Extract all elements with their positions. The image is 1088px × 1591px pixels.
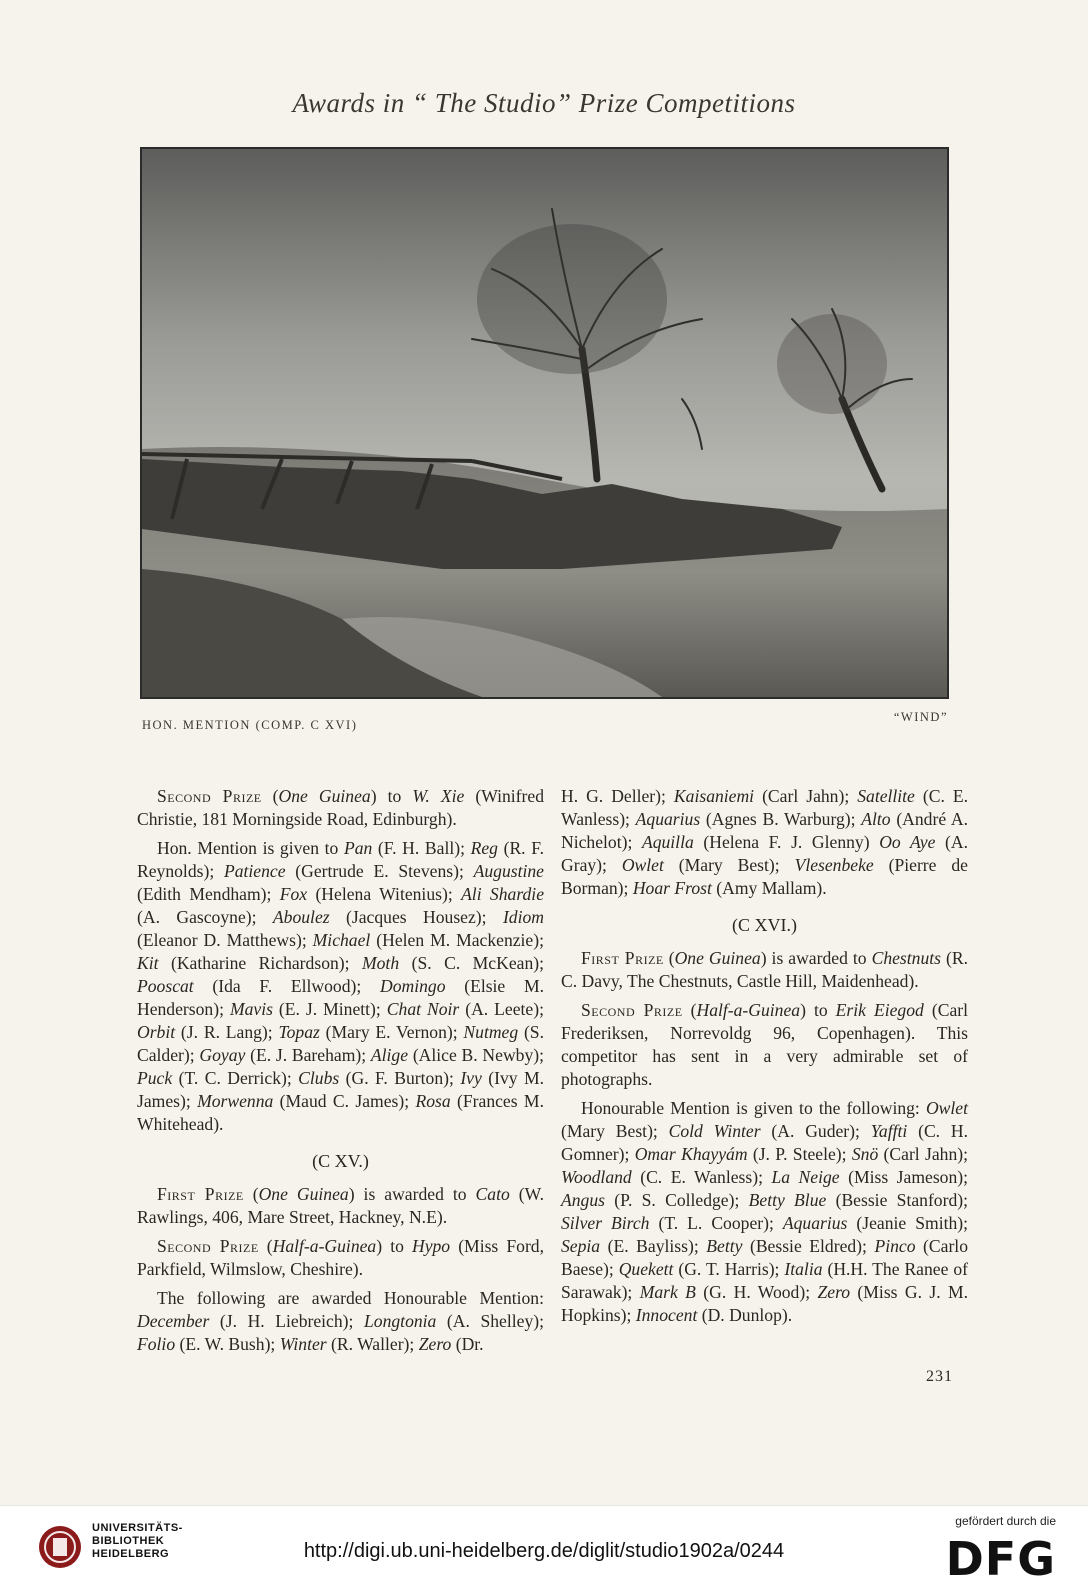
paragraph: The following are awarded Honourable Mention: December (J. H. Liebreich); Longtonia (A. Shelley); Folio (E. W. Bush); Winter (R. Waller); Zero (Dr. [137,1288,544,1354]
paragraph: First Prize (One Guinea) is awarded to Chestnuts (R. C. Davy, The Chestnuts, Castle Hill, Maidenhead). [561,948,968,991]
permalink[interactable]: http://digi.ub.uni-heidelberg.de/diglit/studio1902a/0244 [303,1540,785,1562]
landscape-photograph [142,149,947,697]
section-heading: (C XV.) [312,1151,369,1171]
paragraph: H. G. Deller); Kaisaniemi (Carl Jahn); Satellite (C. E. Wanless); Aquarius (Agnes B. Warburg); Alto (André A. Nichelot); Aquilla (Helena F. J. Glenny) Oo Aye (A. Gray); Owlet (Mary Best); Vlesenbeke (Pierre de Borman); Hoar Frost (Amy Mallam). [561,786,969,898]
paragraph: Second Prize (Half-a-Guinea) to Hypo (Miss Ford, Parkfield, Wilmslow, Cheshire). [137,1236,545,1279]
right-column [561,785,968,1333]
paragraph: Honourable Mention is given to the following: Owlet (Mary Best); Cold Winter (A. Guder); Yaffti (C. H. Gomner); Omar Khayyám (J. P. Steele); Snö (Carl Jahn); Woodland (C. E. Wanless); La Neige (Miss Jameson); Angus (P. S. Colledge); Betty Blue (Bessie Stanford); Silver Birch (T. L. Cooper); Aquarius (Jeanie Smith); Sepia (E. Bayliss); Betty (Bessie Eldred); Pinco (Carlo Baese); Quekett (G. T. Harris); Italia (H.H. The Ranee of Sarawak); Mark B (G. H. Wood); Zero (Miss G. J. M. Hopkins); Innocent (D. Dunlop). [561,1098,969,1325]
paragraph: Second Prize (One Guinea) to W. Xie (Winifred Christie, 181 Morningside Road, Edinburgh). [137,786,545,829]
left-column [137,785,544,1362]
digitization-footer [0,1505,1088,1591]
plate-caption-mention: HON. MENTION (COMP. C XVI) [142,718,358,732]
dfg-logo: DFG [945,1532,1056,1586]
paragraph: First Prize (One Guinea) is awarded to Cato (W. Rawlings, 406, Mare Street, Hackney, N.E). [137,1184,544,1227]
photo-plate [140,147,949,699]
plate-caption-title: “WIND” [893,710,948,724]
paragraph: Second Prize (Half-a-Guinea) to Erik Eiegod (Carl Frederiksen, Norrevoldg 96, Copenhagen). This competitor has sent in a very admirable set of photographs. [561,1000,968,1089]
section-heading: (C XVI.) [732,915,797,935]
library-name: UNIVERSITÄTS- BIBLIOTHEK HEIDELBERG [92,1522,183,1560]
page-number: 231 [926,1368,953,1385]
funding-note: gefördert durch die [955,1514,1056,1528]
paragraph: Hon. Mention is given to Pan (F. H. Ball); Reg (R. F. Reynolds); Patience (Gertrude E. Stevens); Augustine (Edith Mendham); Fox (Helena Witenius); Ali Shardie (A. Gascoyne); Aboulez (Jacques Housez); Idiom (Eleanor D. Matthews); Michael (Helen M. Mackenzie); Kit (Katharine Richardson); Moth (S. C. McKean); Pooscat (Ida F. Ellwood); Domingo (Elsie M. Henderson); Mavis (E. J. Minett); Chat Noir (A. Leete); Orbit (J. R. Lang); Topaz (Mary E. Vernon); Nutmeg (S. Calder); Goyay (E. J. Bareham); Alige (Alice B. Newby); Puck (T. C. Derrick); Clubs (G. F. Burton); Ivy (Ivy M. James); Morwenna (Maud C. James); Rosa (Frances M. Whitehead). [137,838,545,1134]
running-head: Awards in “ The Studio” Prize Competitions [292,88,796,118]
